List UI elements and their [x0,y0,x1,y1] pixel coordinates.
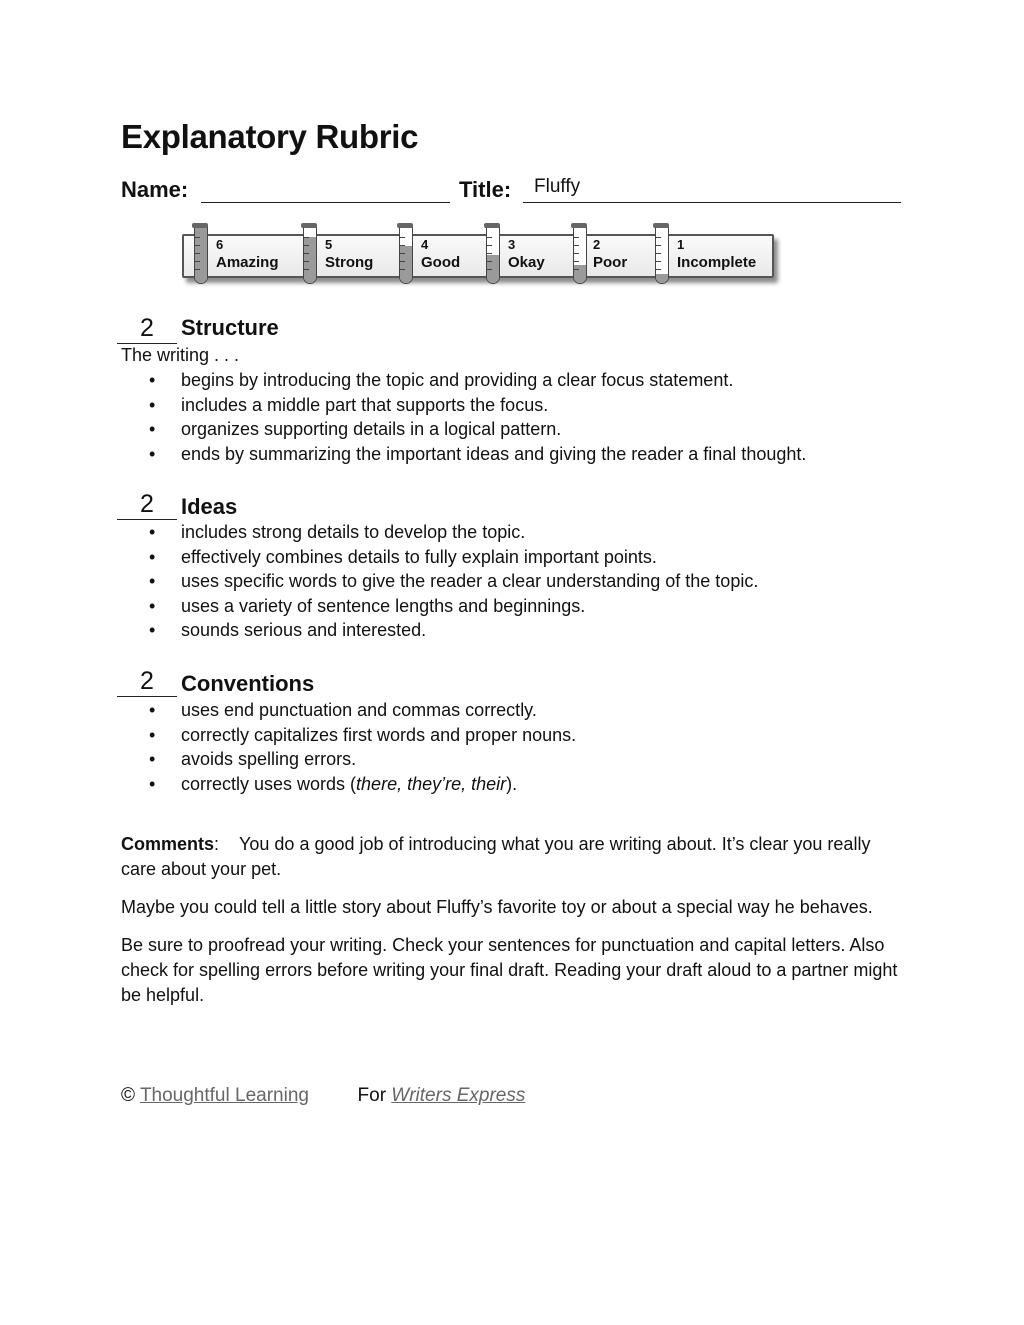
scale-score-label: Strong [325,254,374,271]
comments-label: Comments [121,834,215,854]
comment-paragraph [121,832,901,882]
book-link[interactable]: Writers Express [391,1085,526,1106]
list-item: • effectively combines details to fully explain important points. [121,545,758,570]
test-tube-icon [655,226,669,286]
list-item: • begins by introducing the topic and providing a clear focus statement. [121,368,806,393]
list-item: • includes strong details to develop the topic. [121,520,758,545]
scale-score-number: 2 [593,237,601,252]
list-item: • includes a middle part that supports the focus. [121,393,806,418]
word-usage-close: ). [506,773,518,794]
title-field-line[interactable] [523,202,901,203]
scale-score-label: Okay [508,254,545,271]
list-item [121,772,576,797]
structure-score[interactable]: 2 [117,314,177,344]
list-item: • uses a variety of sentence lengths and beginnings. [121,594,758,619]
name-label: Name: [121,177,189,202]
scale-score-label: Incomplete [677,254,757,271]
comments-block [121,832,901,1021]
list-item: • avoids spelling errors. [121,747,576,772]
test-tube-icon [399,226,413,286]
scale-score-number: 6 [216,237,224,252]
list-item: • ends by summarizing the important ideas and giving the reader a final thought. [121,442,806,467]
list-item: • organizes supporting details in a logical pattern. [121,417,806,442]
footer [121,1085,525,1107]
copyright-symbol: © [121,1085,135,1106]
publisher-link[interactable]: Thoughtful Learning [139,1085,309,1106]
comment-text: You do a good job of introducing what you are writing about. It’s clear you really care about your pet. [121,834,871,879]
scale-score-number: 5 [325,237,333,252]
ideas-heading: Ideas [181,494,238,519]
test-tube-icon [303,226,317,286]
word-usage-text: correctly uses words ( [181,773,357,794]
structure-criteria-list [121,368,806,466]
list-item: • sounds serious and interested. [121,618,758,643]
ideas-score[interactable]: 2 [117,490,177,520]
title-label: Title: [459,177,512,202]
test-tube-icon [573,226,587,286]
conventions-criteria-list [121,698,576,796]
name-field-line[interactable] [201,202,450,203]
scale-score-label: Good [421,254,461,271]
conventions-score[interactable]: 2 [117,667,177,697]
list-item: • correctly capitalizes first words and proper nouns. [121,723,576,748]
test-tube-icon [486,226,500,286]
scale-score-number: 1 [677,237,685,252]
conventions-heading: Conventions [181,671,315,696]
ideas-criteria-list [121,520,758,643]
scale-score-label: Poor [593,254,628,271]
structure-heading: Structure [181,315,279,340]
scale-score-number: 3 [508,237,516,252]
structure-lead: The writing . . . [121,345,240,365]
scale-score-number: 4 [421,237,429,252]
word-usage-examples: there, they’re, their [356,773,507,794]
comment-paragraph: Maybe you could tell a little story about Fluffy’s favorite toy or about a special way he behaves. [121,897,873,917]
comments-colon: : [214,834,220,854]
page-title: Explanatory Rubric [121,118,419,155]
score-scale [180,226,780,290]
title-value[interactable]: Fluffy [534,176,581,197]
for-text: For [357,1085,387,1106]
list-item: • uses specific words to give the reader a clear understanding of the topic. [121,569,758,594]
list-item: • uses end punctuation and commas correctly. [121,698,576,723]
test-tube-icon [194,226,208,286]
scale-score-label: Amazing [216,254,279,271]
comment-paragraph: Be sure to proofread your writing. Check your sentences for punctuation and capital letters. Also check for spelling errors before writing your final draft. Reading your draft aloud to a partner might be helpful. [121,935,898,1005]
